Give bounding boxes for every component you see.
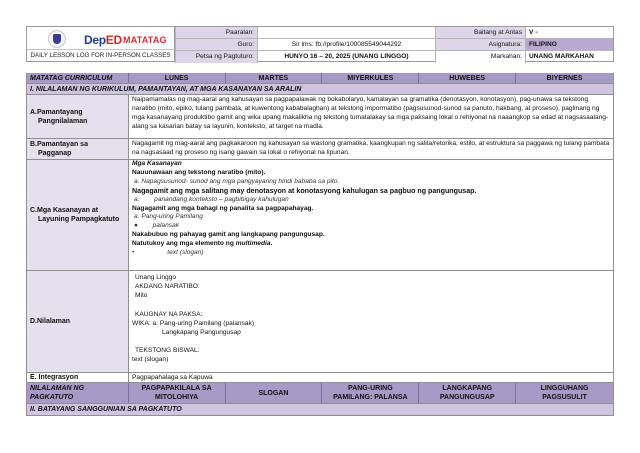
- martes-topic: [226, 383, 323, 403]
- row-a-label: [27, 95, 129, 138]
- petsa-value: HUNYO 16 – 20, 2025 (UNANG LINGGO): [257, 51, 435, 63]
- lesson-log-header: [26, 26, 614, 62]
- markahan-label: Markahan:: [435, 51, 525, 63]
- header-fields: [175, 27, 613, 61]
- row-c-label-line1: C.Mga Kasanayan at: [30, 207, 99, 214]
- kasanayan-sub-1a: a. Napagsusunod- sunod ang mga pangyayaring hindi bababa sa pito.: [134, 177, 340, 185]
- paaralan-label: Paaralan:: [175, 27, 257, 39]
- kasanayan-sub-3a: a. Pang-uring Pamilang: [134, 213, 203, 221]
- lunes-topic-1: PAGPAPAKILALA SA: [141, 385, 212, 392]
- nilalaman-akda-label: AKDANG NARATIBO:: [135, 283, 200, 291]
- petsa-label: Petsa ng Pagtuturo:: [175, 51, 257, 63]
- row-pamantayang-pangnilalaman: [27, 95, 613, 139]
- row-d-label-text: D.Nilalaman: [30, 318, 71, 325]
- deped-logo-prefix: Dep: [84, 33, 106, 47]
- nilalaman-pagkatuto-label: [27, 383, 129, 403]
- kasanayan-sub-2a: a. panandang konteksto – pagbibigay kahulugan: [134, 195, 289, 203]
- column-header-biyernes: BIYERNES: [546, 75, 583, 82]
- deped-logo-suffix: ED: [105, 33, 122, 47]
- asignatura-label: Asignatura:: [435, 39, 525, 51]
- deped-logo: [84, 33, 122, 47]
- nilalaman-week: Unang Linggo: [135, 274, 177, 281]
- baitang-value: V -: [525, 27, 613, 39]
- matatag-logo: MATATAG: [123, 35, 167, 45]
- row-e-text: Pagpapahalaga sa Kapuwa: [132, 374, 213, 381]
- biyernes-topic-1: LINGGUHANG: [540, 385, 589, 392]
- logo-area: [27, 27, 175, 61]
- row-nilalaman-ng-pagkatuto: [27, 383, 613, 404]
- row-b-text: Nagagamit ng mag-aaral ang pagkakaroon ng kahusayan sa wastong gramatika, kaangkupan ng salita/retorika, estilo, at estruktura sa paggawa ng tulang pambata na nagsasaad ng proseso ng isang gawain sa lokal o rehiyonal na lipunan.: [132, 140, 610, 156]
- lunes-topic-2: MITOLOHIYA: [154, 394, 199, 401]
- lunes-topic: [129, 383, 226, 403]
- column-header-curriculum: MATATAG CURRICULUM: [27, 73, 129, 83]
- row-b-label-line2: Pagganap: [38, 150, 72, 157]
- kasanayan-item-1: Nauunawaan ang tekstong naratibo (mito).: [132, 168, 266, 176]
- baitang-label: Baitang at Antas: [435, 27, 525, 39]
- nilalaman-pagkatuto-label-2: PAGKATUTO: [30, 394, 74, 401]
- row-c-content: [129, 160, 613, 270]
- kasanayan-item-2: Nagagamit ang mga salitang may denotasyon at konotasyong kahulugan sa pagbuo ng pangungusap.: [132, 186, 477, 195]
- huwebes-topic-2: PANGUNGUSAP: [439, 394, 495, 401]
- nilalaman-wika-2: Langkapang Pangungusap: [162, 329, 241, 337]
- row-e-label-text: E. Integrasyon: [30, 374, 79, 381]
- kasanayan-item-3: Nagagamit ang mga bahagi ng panalita sa pagpapahayag.: [132, 204, 314, 212]
- kasanayan-item-5: [132, 240, 610, 249]
- column-header-lunes: LUNES: [129, 73, 226, 83]
- kasanayan-item-5-end: .: [270, 240, 273, 248]
- kasanayan-sub-3a-bullet: ● palansak: [134, 222, 180, 230]
- row-e-label: [27, 373, 129, 382]
- kasanayan-sub-5-bullet: • text (slogan): [132, 249, 204, 257]
- nilalaman-pagkatuto-label-1: NILALAMAN NG: [30, 385, 85, 392]
- biyernes-topic-2: PAGSUSULIT: [542, 394, 587, 401]
- row-a-label-line1: A.Pamantayang: [30, 108, 83, 116]
- row-d-label: [27, 271, 129, 372]
- miyerkules-topic: [322, 383, 419, 403]
- biyernes-topic: [516, 383, 613, 403]
- row-d-content: [129, 271, 613, 372]
- miyerkules-topic-2: PAMILANG: PALANSA: [333, 394, 408, 401]
- row-a-text: Naipamamalas ng mag-aaral ang kahusayan sa pagpapalawak ng bokabolaryo, kamalayan sa gramatika (denotasyon, konotasyon), pag-unawa sa tekstong naratibo (mito, epiko, tulang pambata, at kuwentong kababalaghan) at tekstong impormatibo (pagsusunod-sunod sa panuto, hakbang, at proseso), paglinang ng mga kasanayang produktibo gamit ang wika upang makalikha ng tekstong tumatalakay sa mga paksaing lokal o rehiyonal na naaangkop sa edad at nagsasaalang-alang sa kasarian batay sa layunin, konteksto, at target na madla.: [132, 96, 609, 130]
- kasanayan-heading: Mga Kasanayan: [132, 160, 182, 167]
- section-1-title: I. NILALAMAN NG KURIKULUM, PAMANTAYAN, AT MGA KASANAYAN SA ARALIN: [27, 84, 613, 95]
- guro-value: Sir lms: fb://profile/100085549044292: [257, 39, 435, 51]
- column-header-miyerkules: MIYERKULES: [322, 73, 419, 83]
- row-c-label-line2: Layuning Pampagkatuto: [38, 216, 120, 223]
- huwebes-topic: [419, 383, 516, 403]
- kasanayan-item-5-text: Natutukoy ang mga elemento ng: [132, 240, 236, 248]
- row-a-label-line2: Pangnilalaman: [38, 117, 88, 125]
- asignatura-value: FILIPINO: [525, 39, 613, 51]
- column-header-huwebes: HUWEBES: [419, 73, 516, 83]
- deped-seal-icon: [48, 30, 66, 48]
- nilalaman-biswal-label: TEKSTONG BISWAL:: [135, 347, 200, 355]
- section-2-title: II. BATAYANG SANGGUNIAN SA PAGKATUTO: [27, 404, 613, 416]
- nilalaman-akda-value: Mito: [135, 292, 148, 300]
- column-header-martes: MARTES: [226, 73, 323, 83]
- row-b-label-line1: B.Pamantayan sa: [30, 141, 88, 148]
- miyerkules-topic-1: PANG-URING: [348, 385, 393, 392]
- nilalaman-spacer-2: [132, 337, 610, 346]
- nilalaman-spacer: [132, 301, 610, 310]
- row-integrasyon: [27, 373, 613, 383]
- kasanayan-item-5-emph: multimedia: [235, 240, 271, 248]
- document-title: DAILY LESSON LOG FOR IN-PERSON CLASSES: [27, 49, 174, 61]
- nilalaman-wika: WIKA: a. Pang-uring Pamilang (palansak): [132, 319, 255, 327]
- row-mga-kasanayan: [27, 160, 613, 271]
- row-c-label: [27, 160, 129, 270]
- kasanayan-item-4: Nakabubuo ng pahayag gamit ang langkapang pangungusap.: [132, 231, 325, 239]
- markahan-value: UNANG MARKAHAN: [525, 51, 613, 63]
- nilalaman-biswal-value: text (slogan): [132, 356, 169, 364]
- martes-topic-1: SLOGAN: [258, 389, 289, 397]
- row-pamantayan-sa-pagganap: [27, 139, 613, 160]
- lesson-table: [26, 73, 614, 416]
- huwebes-topic-1: LANGKAPANG: [442, 385, 493, 392]
- column-header-row: [27, 73, 613, 84]
- guro-label: Guro:: [175, 39, 257, 51]
- nilalaman-kaugnay-label: KAUGNAY NA PAKSA:: [135, 310, 203, 318]
- row-b-label: [27, 139, 129, 159]
- row-nilalaman: [27, 271, 613, 373]
- paaralan-value: [257, 27, 435, 39]
